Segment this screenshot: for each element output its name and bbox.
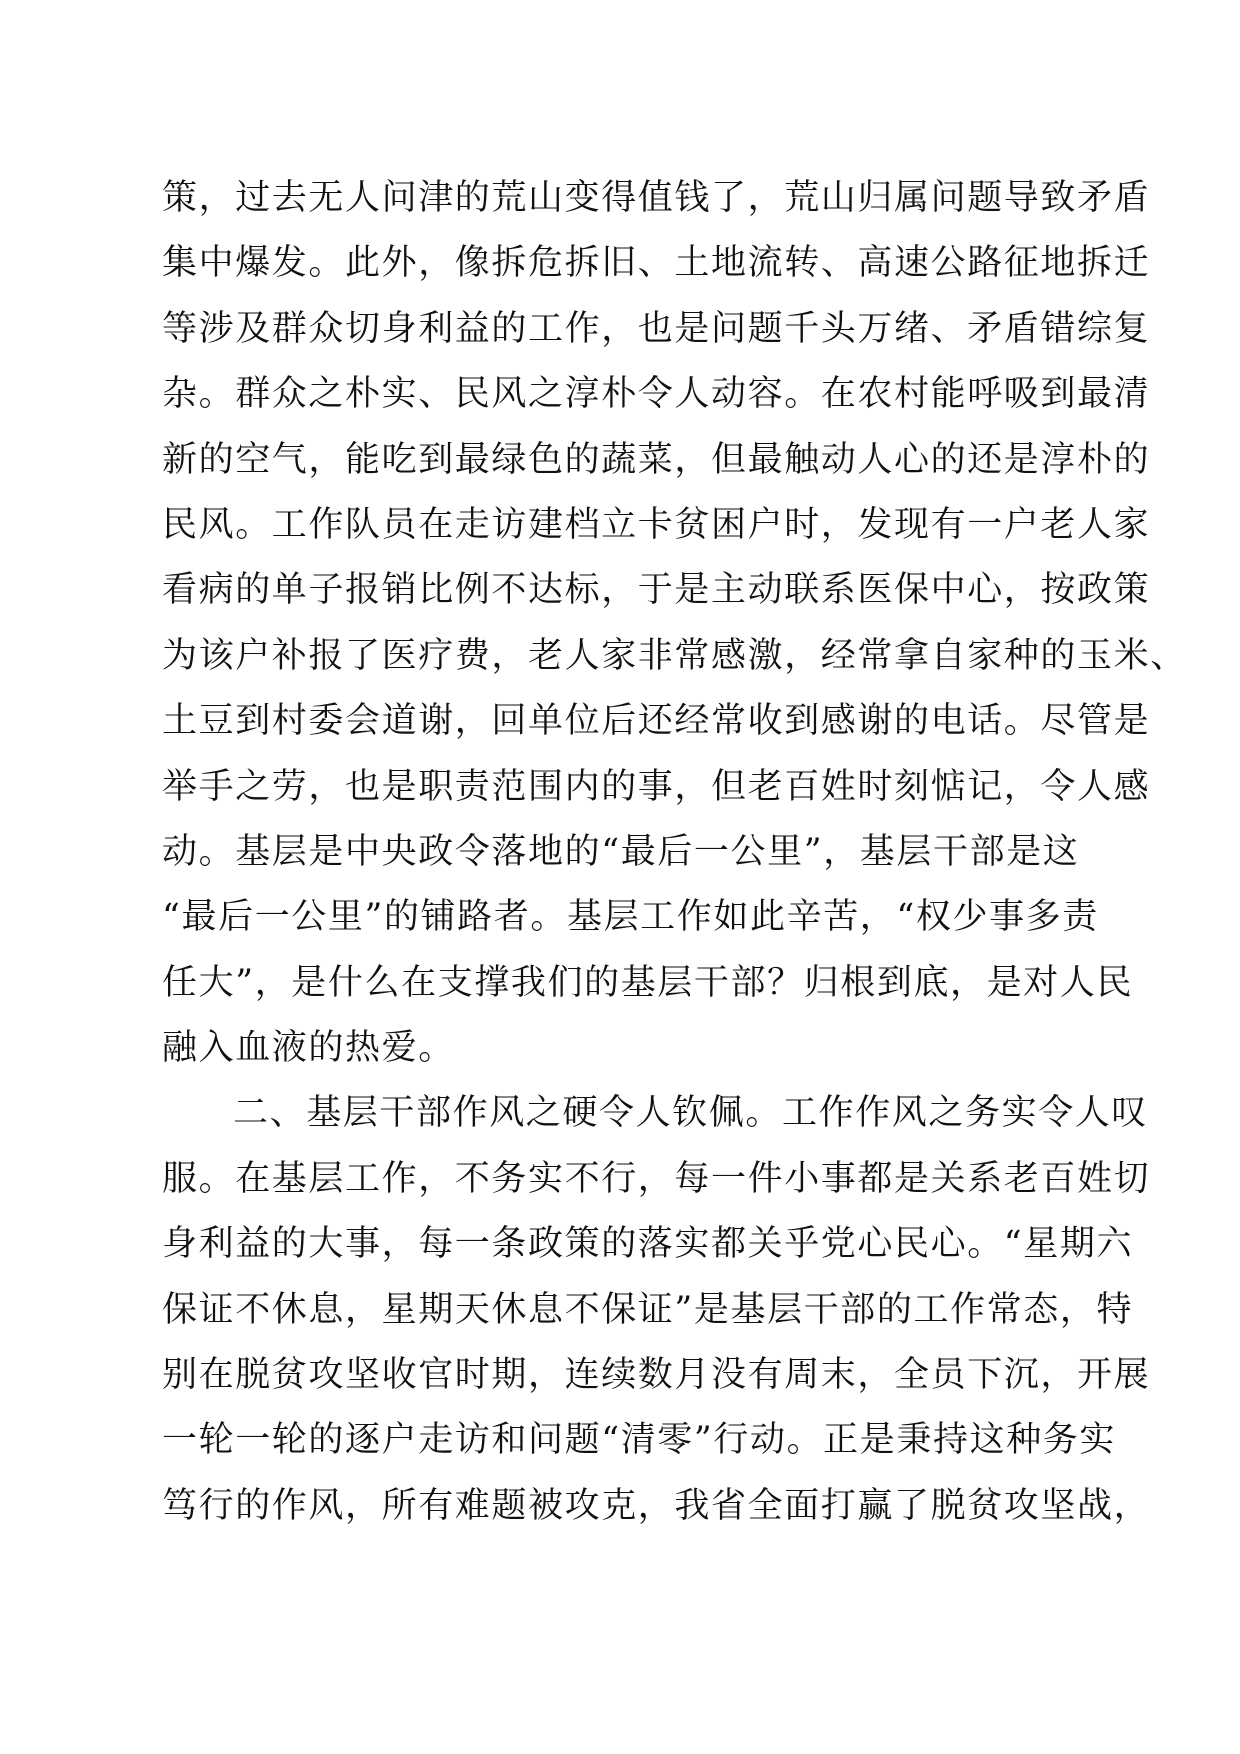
text-line: 新的空气，能吃到最绿色的蔬菜，但最触动人心的还是淳朴的 (162, 439, 1151, 480)
paragraph-2 (162, 1081, 1151, 1539)
text-line: 身利益的大事，每一条政策的落实都关乎党心民心。“星期六 (162, 1224, 1134, 1265)
text-line: 融入血液的热爱。 (162, 1028, 455, 1069)
text-line: 保证不休息，星期天休息不保证”是基层干部的工作常态，特 (162, 1289, 1134, 1330)
text-line: 别在脱贫攻坚收官时期，连续数月没有周末，全员下沉，开展 (162, 1355, 1151, 1396)
text-line: 任大”，是什么在支撑我们的基层干部？归根到底，是对人民 (162, 962, 1134, 1003)
text-line: 集中爆发。此外，像拆危拆旧、土地流转、高速公路征地拆迁 (162, 243, 1151, 284)
text-line: 杂。群众之朴实、民风之淳朴令人动容。在农村能呼吸到最清 (162, 374, 1151, 415)
text-line: 一轮一轮的逐户走访和问题“清零”行动。正是秉持这种务实 (162, 1420, 1116, 1461)
document-body (162, 166, 1187, 1539)
text-line: 看病的单子报销比例不达标，于是主动联系医保中心，按政策 (162, 570, 1151, 611)
text-line: “最后一公里”的铺路者。基层工作如此辛苦，“权少事多责 (162, 897, 1099, 938)
text-line: 策，过去无人问津的荒山变得值钱了，荒山归属问题导致矛盾 (162, 178, 1151, 218)
text-line: 动。基层是中央政令落地的“最后一公里”，基层干部是这 (162, 831, 1080, 872)
text-line: 笃行的作风，所有难题被攻克，我省全面打赢了脱贫攻坚战， (162, 1485, 1151, 1526)
text-line: 二、基层干部作风之硬令人钦佩。工作作风之务实令人叹 (233, 1093, 1149, 1134)
paragraph-1 (162, 166, 1187, 1081)
text-line: 等涉及群众切身利益的工作，也是问题千头万绪、矛盾错综复 (162, 308, 1151, 349)
text-line: 举手之劳，也是职责范围内的事，但老百姓时刻惦记，令人感 (162, 766, 1151, 807)
text-line: 民风。工作队员在走访建档立卡贫困户时，发现有一户老人家 (162, 504, 1151, 545)
text-line: 土豆到村委会道谢，回单位后还经常收到感谢的电话。尽管是 (162, 701, 1151, 742)
text-line: 为该户补报了医疗费，老人家非常感激，经常拿自家种的玉米、 (162, 635, 1187, 676)
text-line: 服。在基层工作，不务实不行，每一件小事都是关系老百姓切 (162, 1158, 1151, 1199)
